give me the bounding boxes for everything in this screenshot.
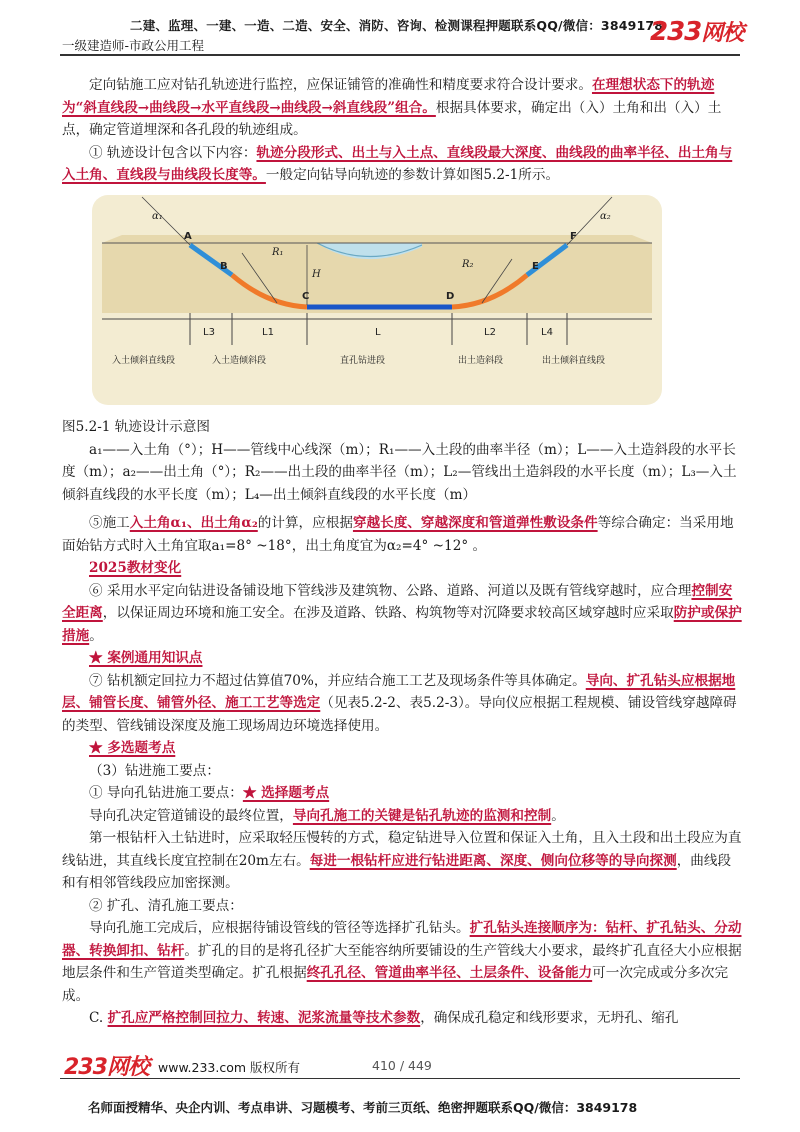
angle-alpha2-label: α₂: [600, 210, 611, 222]
point-f-label: F: [570, 230, 577, 242]
paragraph: ⑦ 钻机额定回拉力不超过估算值70%，并应结合施工工艺及现场条件等具体确定。导向、扩孔钻头应根据地层、铺管长度、铺管外径、施工工艺等选定（见表5.2-2、表5.2-3）。导向仪应根据工程规模、铺设管线穿越障碍的类型、管线铺设深度及施工现场周边环境选择使用。: [62, 672, 737, 734]
point-e-label: E: [532, 260, 539, 272]
paragraph: ① 导向孔钻进施工要点：★ 选择题考点: [89, 785, 330, 801]
header-promo-text: 二建、监理、一建、一造、二造、安全、消防、咨询、检测课程押题联系QQ/微信：3849178: [130, 18, 664, 33]
page-number: 410 / 449: [372, 1058, 432, 1073]
paragraph: 定向钻施工应对钻孔轨迹进行监控，应保证铺管的准确性和精度要求符合设计要求。在理想状态下的轨迹为“斜直线段→曲线段→水平直线段→曲线段→斜直线段”组合。根据具体要求，确定出（入）土角和出（入）土点，确定管道埋深和各孔段的轨迹组成。: [62, 77, 722, 138]
point-d-label: D: [446, 290, 455, 302]
footer-copyright: www.233.com 版权所有: [158, 1060, 300, 1075]
segment-name-flat: 直孔钻进段: [340, 355, 386, 366]
paragraph: （3）钻进施工要点：: [89, 762, 220, 779]
tag-multi: ★ 多选题考点: [89, 740, 176, 756]
segment-l3-label: L3: [203, 326, 215, 338]
depth-h-label: H: [312, 268, 321, 280]
segment-l-label: L: [375, 326, 381, 338]
radius-r2-label: R₂: [462, 258, 474, 270]
radius-r1-label: R₁: [272, 246, 284, 258]
segment-name-entry-curve: 入土造倾斜段: [212, 355, 267, 366]
brand-logo[interactable]: 233网校: [650, 17, 744, 47]
segment-l1-label: L1: [262, 326, 274, 338]
document-body: [62, 74, 742, 1030]
paragraph: ② 扩孔、清孔施工要点：: [89, 897, 243, 914]
header-subject: 一级建造师-市政公用工程: [62, 38, 205, 53]
paragraph: 导向孔决定管道铺设的最终位置，导向孔施工的关键是钻孔轨迹的监测和控制。: [89, 807, 565, 824]
footer-logo[interactable]: 233网校: [64, 1055, 149, 1080]
paragraph: ⑤施工入土角α₁、出土角α₂的计算，应根据穿越长度、穿越深度和管道弹性敷设条件等综合确定：当采用地面始钻方式时入土角宜取a₁=8° ~18°，出土角度宜为α₂=4° ~12° 。: [62, 515, 734, 554]
tag-2025: 2025教材变化: [89, 560, 182, 576]
angle-alpha1-label: α₁: [152, 210, 163, 222]
footer-promo-text: 名师面授精华、央企内训、考点串讲、习题模考、考前三页纸、绝密押题联系QQ/微信：3849178: [88, 1100, 638, 1115]
segment-l2-label: L2: [484, 326, 496, 338]
trajectory-diagram: [92, 195, 662, 405]
point-b-label: B: [220, 260, 228, 272]
header-divider: [60, 54, 740, 56]
point-c-label: C: [302, 290, 310, 302]
paragraph: C. 扩孔应严格控制回拉力、转速、泥浆流量等技术参数，确保成孔稳定和线形要求，无坍孔、缩孔: [89, 1010, 679, 1026]
paragraph: ① 轨迹设计包含以下内容：轨迹分段形式、出土与入土点、直线段最大深度、曲线段的曲率半径、出土角与入土角、直线段与曲线段长度等。一般定向钻导向轨迹的参数计算如图5.2-1所示。: [62, 144, 733, 183]
segment-name-exit-curve: 出土造斜段: [458, 355, 504, 366]
tag-case: ★ 案例通用知识点: [89, 650, 203, 666]
figure-caption: 图5.2-1 轨迹设计示意图: [62, 419, 210, 435]
paragraph: a₁——入土角（°）；H——管线中心线深（m）；R₁——入土段的曲率半径（m）；L——入土造斜段的水平长度（m）；a₂——出土角（°）；R₂——出土段的曲率半径（m）；L₂—管线出土造斜段的水平长度（m）；L₃—入土倾斜直线段的水平长度（m）；L₄—出土倾斜直线段的水平长度（m）: [62, 441, 737, 503]
footer-divider: [60, 1078, 740, 1079]
paragraph: 第一根钻杆入土钻进时，应采取轻压慢转的方式，稳定钻进导入位置和保证入土角，且入土段和出土段应为直线钻进，其直线长度宜控制在20m左右。每进一根钻杆应进行钻进距离、深度、侧向位移等的导向探测，曲线段和有相邻管线段应加密探测。: [62, 830, 742, 891]
paragraph: ⑥ 采用水平定向钻进设备铺设地下管线涉及建筑物、公路、道路、河道以及既有管线穿越时，应合理控制安全距离，以保证周边环境和施工安全。在涉及道路、铁路、构筑物等对沉降要求较高区域穿越时应采取防护或保护措施。: [62, 582, 742, 644]
segment-name-exit-straight: 出土倾斜直线段: [542, 355, 606, 366]
paragraph: 导向孔施工完成后，应根据待铺设管线的管径等选择扩孔钻头。扩孔钻头连接顺序为：钻杆、扩孔钻头、分动器、转换卸扣、钻杆。扩孔的目的是将孔径扩大至能容纳所要铺设的生产管线大小要求，最终扩孔直径大小应根据地层条件和生产管道类型确定。扩孔根据终孔孔径、管道曲率半径、土层条件、设备能力可一次完成或分多次完成。: [62, 920, 742, 1004]
segment-l4-label: L4: [541, 326, 553, 338]
point-a-label: A: [184, 230, 192, 242]
segment-name-entry-straight: 入土倾斜直线段: [112, 355, 176, 366]
